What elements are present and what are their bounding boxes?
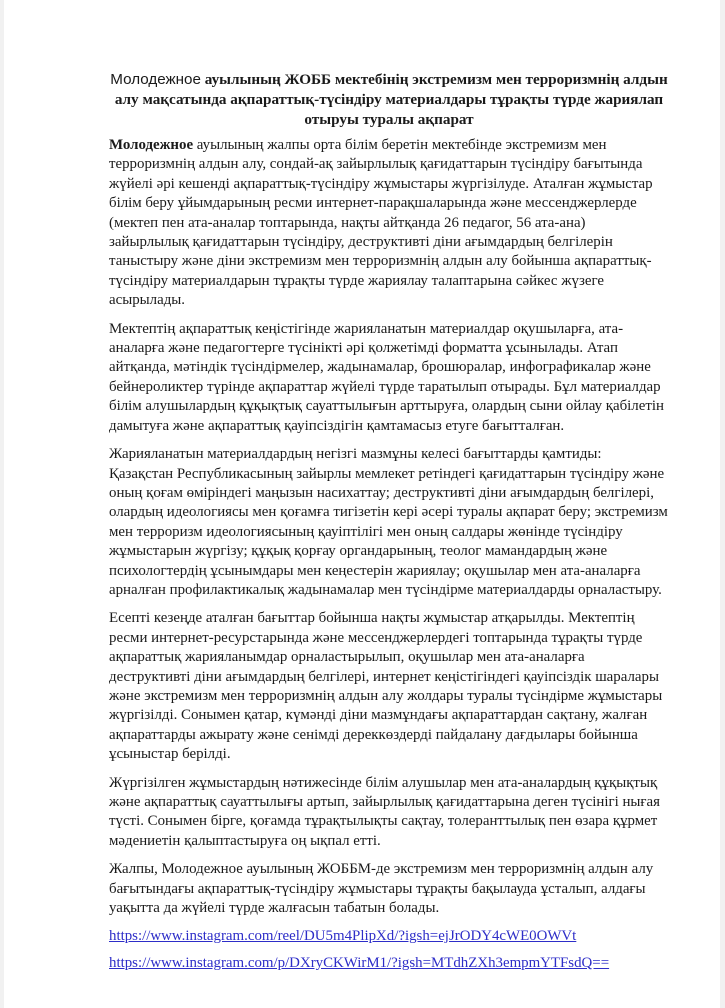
- instagram-post-link[interactable]: https://www.instagram.com/p/DXryCKWirM1/?igsh=MTdhZXh3empmYTFsdQ==: [109, 954, 610, 971]
- paragraph-text: Мектептің ақпараттық кеңістігінде жарияланатын материалдар оқушыларға, ата-аналарға және педагогтерге түсінікті әрі қолжетімді форматта ұсынылады. Атап айтқанда, мәтіндік түсіндірмелер, жадынамалар, брошюралар, инфографикалар және бейнероликтер түрінде ақпараттар жүйелі түрде таратылып отырады. Бұл материалдар білім алушылардың құқықтық сауаттылығын арттыруға, олардың сыни ойлау қабілетін дамытуға және ақпараттық қауіпсіздігін қамтамасыз етуге бағытталған.: [109, 320, 664, 434]
- paragraph-intro: [109, 136, 669, 311]
- paragraph-materials: [109, 320, 669, 436]
- paragraph-content-directions: [109, 445, 669, 600]
- paragraph-text: Есепті кезеңде аталған бағыттар бойынша нақты жұмыстар атқарылды. Мектептің ресми интернет-ресурстарында және мессенджерлердегі топтарында тұрақты түрде ақпараттық жарияланымдар орналастырылып, оқушылар мен ата-аналарға деструктивті діни ағымдардың белгілері, интернет кеңістігіндегі қауіпсіздік шаралары және экстремизм мен терроризмнің алдын алу жолдары туралы түсіндірме жұмыстары жүргізілді. Сонымен қатар, күмәнді діни мазмұндағы ақпараттардан сақтану, жалған ақпараттарды ажырату және сенімді дереккөздерді пайдалану дағдылары бойынша ұсыныстар берілді.: [109, 610, 663, 763]
- paragraph-text: Жалпы, Молодежное ауылының ЖОББМ-де экстремизм мен терроризмнің алдын алу бағытындағы ақпараттық-түсіндіру жұмыстары тұрақты бақылауда ұсталып, алдағы уақытта да жүйелі түрде жалғасын табатын болады.: [109, 861, 654, 917]
- paragraph-conclusion: [109, 860, 669, 918]
- paragraph-text: Жүргізілген жұмыстардың нәтижесінде білім алушылар мен ата-аналардың құқықтық және ақпараттық сауаттылығы артып, зайырлылық қағидаттарына деген түсінігі нығая түсті. Сонымен бірге, қоғамда тұрақтылықты сақтау, толеранттылық пен өзара құрмет мәдениетін қалыптастыруға оң ықпал етті.: [109, 774, 660, 849]
- document-content: [109, 70, 669, 980]
- paragraph-results: [109, 774, 669, 852]
- title-lead-word: Молодежное: [110, 71, 201, 88]
- paragraph-text: Жарияланатын материалдардың негізгі мазмұны келесі бағыттарды қамтиды: Қазақстан Республикасының зайырлы мемлекет ретіндегі қағидаттарын түсіндіру және оның қоғам өміріндегі маңызын насихаттау; деструктивті діни ағымдардың белгілері, олардың идеологиясы мен қоғамға тигізетін кері әсері туралы ақпарат беру; экстремизм мен терроризм идеологиясының қауіптілігі мен оның салдары жөнінде түсіндіру жұмыстарын жүргізу; құқық қорғау органдарының, теолог мамандардың және психологтердің ұсынымдары мен кеңестерін жариялау; оқушылар мен ата-аналарға арналған профилактикалық жадынамалар мен түсіндірме материалдарды орналастыру.: [109, 446, 668, 598]
- document-title: [109, 70, 669, 130]
- paragraph-lead-bold: Молодежное: [109, 137, 194, 153]
- document-page: [4, 0, 720, 1008]
- paragraph-reporting-period: [109, 609, 669, 764]
- title-rest: ауылының ЖОББ мектебінің экстремизм мен терроризмнің алдын алу мақсатында ақпараттық-түсіндіру материалдары тұрақты түрде жариялап отыруы туралы ақпарат: [114, 71, 668, 128]
- paragraph-text: ауылының жалпы орта білім беретін мектебінде экстремизм мен терроризмнің алдын алу, сондай-ақ зайырлылық қағидаттарын түсіндіру бағытында жүйелі әрі кешенді ақпараттық-түсіндіру жұмыстары жүргізілуде. Аталған жұмыстар білім беру ұйымдарының ресми интернет-парақшаларында және мессенджерлерде (мектеп пен ата-аналар топтарында, нақты айтқанда 26 педагог, 56 ата-ана) зайырлылық қағидаттарын түсіндіру, деструктивті діни ағымдардың белгілерін таныстыру және діни экстремизм мен терроризмнің алдын алу бойынша ақпараттық-түсіндіру материалдарын тұрақты түрде жариялау талаптарына сәйкес жүзеге асырылады.: [109, 137, 653, 309]
- instagram-reel-link[interactable]: https://www.instagram.com/reel/DU5m4PlipXd/?igsh=ejJrODY4cWE0OWVt: [109, 928, 577, 945]
